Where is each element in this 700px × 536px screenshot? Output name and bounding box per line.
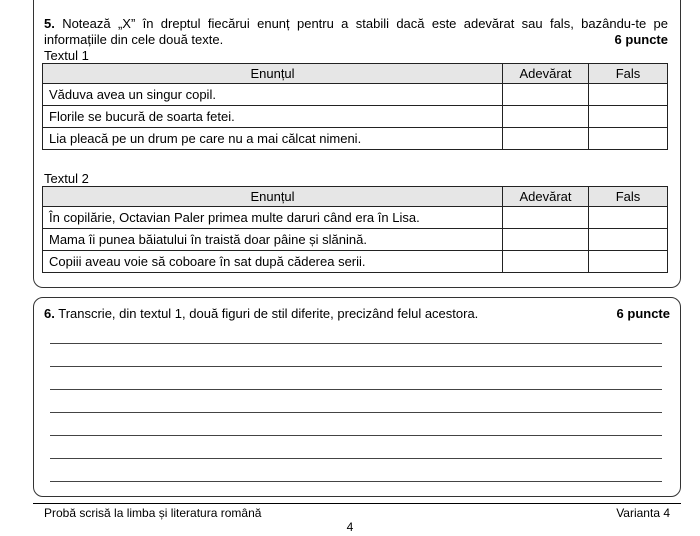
answer-line[interactable] <box>50 412 662 413</box>
question-6-box <box>33 297 681 497</box>
question-5-number: 5. <box>44 16 55 31</box>
header-false: Fals <box>589 187 668 207</box>
header-statement: Enunțul <box>43 64 503 84</box>
text-2-table <box>42 186 668 273</box>
table-row <box>43 251 668 273</box>
answer-line[interactable] <box>50 389 662 390</box>
answer-false-cell[interactable] <box>589 106 668 128</box>
answer-false-cell[interactable] <box>589 229 668 251</box>
question-6-number: 6. <box>44 306 55 321</box>
text-1-label: Textul 1 <box>44 48 89 63</box>
answer-false-cell[interactable] <box>589 251 668 273</box>
text-1-table <box>42 63 668 150</box>
question-5-points: 6 puncte <box>614 32 668 47</box>
question-5-instruction-line1 <box>44 16 668 31</box>
header-true: Adevărat <box>503 64 589 84</box>
table-row <box>43 106 668 128</box>
table-row <box>43 128 668 150</box>
table-header-row <box>43 187 668 207</box>
page-number: 4 <box>346 520 354 534</box>
answer-false-cell[interactable] <box>589 84 668 106</box>
statement-cell: Copiii aveau voie să coboare în sat după căderea serii. <box>43 251 503 273</box>
footer-divider <box>33 503 681 504</box>
table-row <box>43 207 668 229</box>
question-6-points: 6 puncte <box>616 306 670 321</box>
statement-cell: În copilărie, Octavian Paler primea multe daruri când era în Lisa. <box>43 207 503 229</box>
answer-true-cell[interactable] <box>503 251 589 273</box>
table-header-row <box>43 64 668 84</box>
question-5-line1-text: Notează „X” în dreptul fiecărui enunț pentru a stabili dacă este adevărat sau fals, bazându-te pe <box>62 16 668 31</box>
answer-true-cell[interactable] <box>503 229 589 251</box>
statement-cell: Lia pleacă pe un drum pe care nu a mai călcat nimeni. <box>43 128 503 150</box>
footer-variant: Varianta 4 <box>616 506 670 520</box>
question-6-text: Transcrie, din textul 1, două figuri de stil diferite, precizând felul acestora. <box>58 306 479 321</box>
answer-true-cell[interactable] <box>503 106 589 128</box>
answer-false-cell[interactable] <box>589 128 668 150</box>
header-true: Adevărat <box>503 187 589 207</box>
statement-cell: Văduva avea un singur copil. <box>43 84 503 106</box>
header-false: Fals <box>589 64 668 84</box>
answer-true-cell[interactable] <box>503 128 589 150</box>
answer-true-cell[interactable] <box>503 84 589 106</box>
question-6-instruction <box>44 306 478 321</box>
table-row <box>43 229 668 251</box>
table-row <box>43 84 668 106</box>
answer-line[interactable] <box>50 458 662 459</box>
answer-false-cell[interactable] <box>589 207 668 229</box>
statement-cell: Mama îi punea băiatului în traistă doar pâine și slănină. <box>43 229 503 251</box>
answer-line[interactable] <box>50 343 662 344</box>
answer-line[interactable] <box>50 435 662 436</box>
answer-true-cell[interactable] <box>503 207 589 229</box>
statement-cell: Florile se bucură de soarta fetei. <box>43 106 503 128</box>
text-2-label: Textul 2 <box>44 171 89 186</box>
header-statement: Enunțul <box>43 187 503 207</box>
answer-line[interactable] <box>50 366 662 367</box>
question-5-instruction-line2: informațiile din cele două texte. <box>44 32 224 47</box>
answer-line[interactable] <box>50 481 662 482</box>
footer-exam-title: Probă scrisă la limba și literatura română <box>44 506 262 520</box>
